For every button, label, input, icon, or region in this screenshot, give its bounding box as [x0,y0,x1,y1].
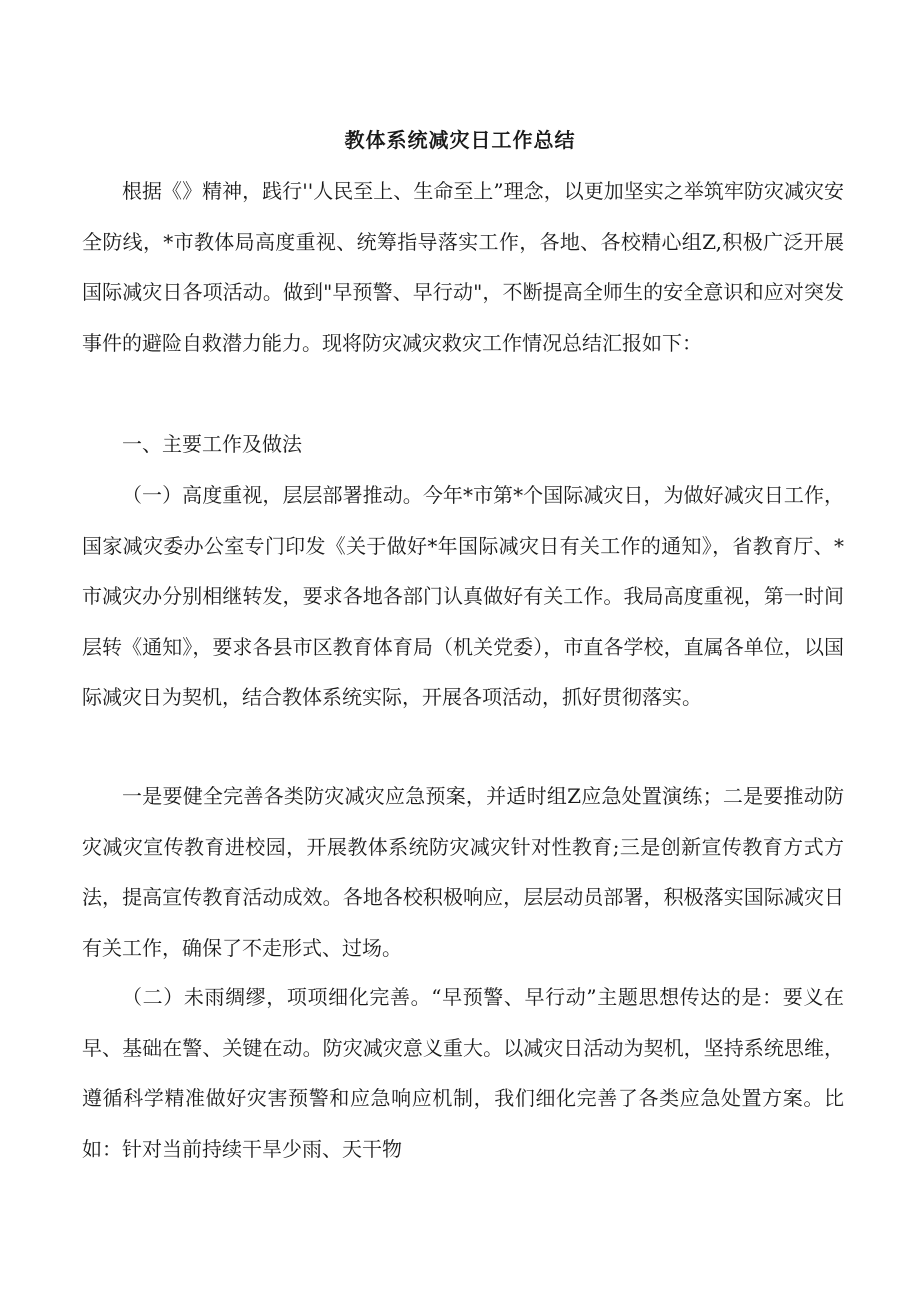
paragraph-section-2: （二）未雨绸缪，项项细化完善。“早预警、早行动”主题思想传达的是：要义在早、基础在警、关键在动。防灾减灾意义重大。以减灾日活动为契机，坚持系统思维，遵循科学精准做好灾害预警和应急响应机制，我们细化完善了各类应急处置方案。比如：针对当前持续干旱少雨、天干物 [82,985,844,1161]
document-title: 教体系统减灾日工作总结 [344,128,576,152]
paragraph-intro: 根据《》精神，践行''人民至上、生命至上”理念，以更加坚实之举筑牢防灾减灾安全防线，*市教体局高度重视、统筹指导落实工作，各地、各校精心组Z,积极广泛开展国际减灾日各项活动。做到"早预警、早行动"，不断提高全师生的安全意识和应对突发事件的避险自救潜力能力。现将防灾减灾救灾工作情况总结汇报如下： [82,179,844,355]
paragraph-measures: 一是要健全完善各类防灾减灾应急预案，并适时组Z应急处置演练；二是要推动防灾减灾宣传教育进校园，开展教体系统防灾减灾针对性教育;三是创新宣传教育方式方法，提高宣传教育活动成效。各地各校积极响应，层层动员部署，积极落实国际减灾日有关工作，确保了不走形式、过场。 [82,784,844,960]
section-heading: 一、主要工作及做法 [122,432,302,456]
paragraph-section-1: （一）高度重视，层层部署推动。今年*市第*个国际减灾日，为做好减灾日工作，国家减灾委办公室专门印发《关于做好*年国际减灾日有关工作的通知》，省教育厅、*市减灾办分别相继转发，要求各地各部门认真做好有关工作。我局高度重视，第一时间层转《通知》，要求各县市区教育体育局（机关党委），市直各学校，直属各单位，以国际减灾日为契机，结合教体系统实际，开展各项活动，抓好贯彻落实。 [82,483,844,709]
